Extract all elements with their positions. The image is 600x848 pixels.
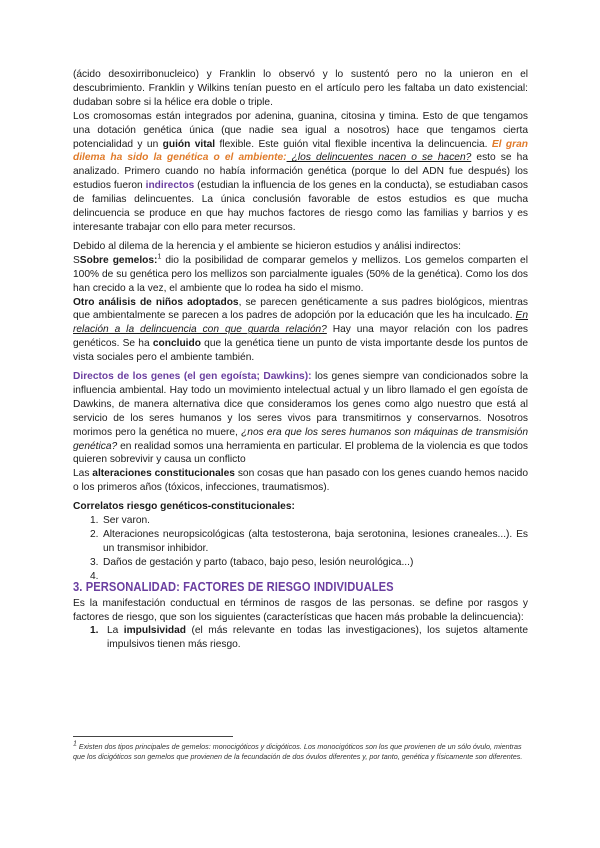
list-item bbox=[73, 528, 528, 556]
text: esto se ha analizado. Primero cuando no había información genética (porque lo del ADN fue después) los estudios fueron bbox=[73, 152, 528, 192]
footnote-mark: 1 bbox=[73, 740, 77, 748]
footnote-divider bbox=[73, 736, 233, 737]
text: Los cromosomas están integrados por adenina, guanina, citosina y timina. Esto de que tengamos una dotación genética única (que nadie sea igual a nosotros) hace que tengamos cierta potencialidad y un bbox=[73, 110, 528, 150]
text: Las bbox=[73, 468, 93, 480]
list-item bbox=[73, 624, 528, 652]
list-item bbox=[73, 514, 528, 528]
bold-term: impulsividad bbox=[123, 625, 187, 637]
text: flexible. Este guión vital flexible incentiva la delincuencia. bbox=[215, 138, 492, 150]
dilemma-highlight: El gran dilema ha sido la genética o el ambiente: bbox=[73, 138, 528, 164]
list-text: Daños de gestación y parto (tabaco, bajo peso, lesión neurológica...) bbox=[103, 556, 414, 568]
bold-term: guión vital bbox=[162, 138, 216, 150]
list-number: 3. bbox=[90, 556, 99, 568]
correlatos-list bbox=[73, 514, 528, 582]
bold-term: alteraciones constitucionales bbox=[92, 468, 235, 480]
footnote-ref[interactable]: 1 bbox=[157, 253, 162, 261]
paragraph-dna bbox=[73, 68, 528, 110]
footnote bbox=[73, 742, 528, 762]
paragraph-genes bbox=[73, 370, 528, 495]
list-number: 4. bbox=[90, 570, 99, 582]
indirect-term: indirectos bbox=[145, 180, 195, 192]
text: que la genética tiene un punto de vista importante desde los puntos de vista sociales pero el ambiente también. bbox=[73, 338, 529, 364]
list-text: Ser varon. bbox=[103, 515, 150, 527]
text: (ácido desoxirribonucleico) y Franklin lo observó y lo sustentó pero no la unieron en el descubrimiento. Franklin y Wilkins tenían puesto en el artículo pero les faltaba un dato existencial: dudaban sobre si la hélice era doble o triple. bbox=[73, 69, 528, 108]
list-number: 2. bbox=[90, 529, 99, 540]
paragraph-chromosomes bbox=[73, 110, 528, 235]
text: dio la posibilidad de comparar gemelos y mellizos. Los gemelos comparten el 100% de su genética pero los mellizos son parcialmente iguales (50% de la genética). Como los dos han crecido a la vez, el ambiente que lo rodea ha sido el mismo. bbox=[73, 254, 528, 294]
text: en realidad somos una herramienta en particular. El problema de la violencia es que todos quieren sobrevivir y causa un conflicto bbox=[73, 440, 528, 466]
text: (el más relevante en todas las investigaciones), los sujetos altamente impulsivos tienen más riesgo. bbox=[107, 625, 528, 651]
text: , se parecen genéticamente a sus padres biológicos, mientras que ambientalmente se parecen a los padres de adopción por la educación que les ha inculcado. bbox=[73, 296, 528, 322]
footnote-text: Existen dos tipos principales de gemelos: monocigóticos y dicigóticos. Los monocigóticos son los que provienen de un sólo óvulo, mientras que los dicigóticos son gemelos que provienen de la fecundación de dos óvulos diferentes y, por tanto, genética y físicamente son diferentes. bbox=[73, 742, 523, 761]
paragraph-personality bbox=[73, 597, 528, 625]
text: son cosas que han pasado con los genes cuando hemos nacido o los primeros años (tóxicos, infecciones, traumatismos). bbox=[73, 468, 528, 494]
title-text: Correlatos riesgo genéticos-constitucionales: bbox=[73, 501, 295, 513]
bold-term: concluido bbox=[152, 338, 201, 350]
underlined-question: ¿los delincuentes nacen o se hacen? bbox=[286, 152, 472, 164]
correlatos-title bbox=[73, 500, 528, 514]
list-number: 1. bbox=[90, 515, 99, 527]
section-heading: 3. PERSONALIDAD: FACTORES DE RIESGO INDIVIDUALES bbox=[73, 578, 394, 594]
text: Hay una mayor relación con los padres genéticos. Se ha bbox=[73, 324, 528, 350]
bold-term: Otro análisis de niños adoptados bbox=[73, 296, 239, 308]
document-page bbox=[73, 68, 528, 652]
list-text: Alteraciones neuropsicológicas (alta testosterona, baja serotonina, lesiones craneales...). Es un transmisor inhibidor. bbox=[103, 529, 528, 554]
paragraph-studies bbox=[73, 240, 528, 365]
genes-heading: Directos de los genes (el gen egoísta; Dawkins): bbox=[73, 371, 312, 383]
text: (estudian la influencia de los genes en la conducta), se estudiaban casos de familias delincuentes. La única conclusión favorable de estos estudios es que mucha delincuencia se produce en que hay muchos factores de riesgo como las familias y barrios y es interesante trabajar con ello para meter recursos. bbox=[73, 180, 528, 233]
text: S bbox=[73, 254, 80, 266]
list-item bbox=[73, 556, 528, 570]
risk-factor-list bbox=[73, 624, 528, 652]
underlined-question: En relación a la delincuencia con que guarda relación? bbox=[73, 310, 528, 336]
text: Es la manifestación conductual en términos de rasgos de las personas. se define por rasgos y factores de riesgo, que son los siguientes (características que hacen más probable la delincuencia): bbox=[73, 597, 528, 623]
italic-question: ¿nos era que los seres humanos son máquinas de transmisión genética? bbox=[73, 426, 528, 452]
text: Debido al dilema de la herencia y el ambiente se hicieron estudios y análisi indirectos: bbox=[73, 240, 461, 252]
bold-term: Sobre gemelos: bbox=[79, 254, 158, 266]
list-number: 1. bbox=[90, 625, 99, 637]
text: los genes siempre van condicionados sobre la influencia ambiental. Hay todo un movimiento intelectual actual y un libro llamado el gen egoísta de Dawkins, de manera alternativa dice que consideramos los genes como algo nuestro que está al servicio de los seres humanos y los seres vivos para transmitirnos y conservarnos. Nosotros morimos pero la genética no muere, bbox=[73, 371, 528, 438]
text: La bbox=[107, 625, 124, 637]
